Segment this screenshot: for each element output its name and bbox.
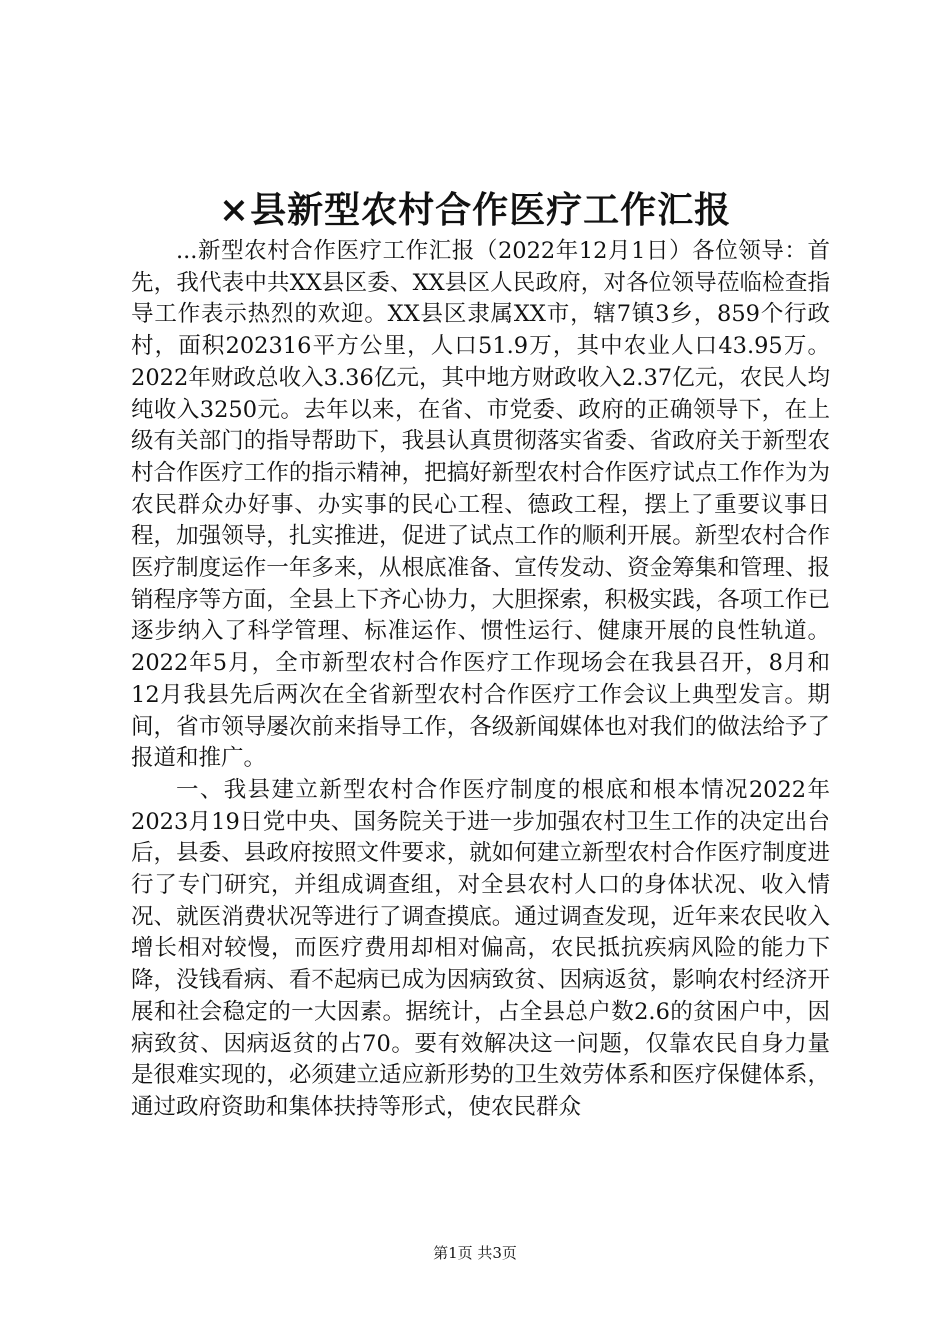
paragraph-intro: ...新型农村合作医疗工作汇报（2022年12月1日）各位领导：首先，我代表中共XX县区委、XX县区人民政府，对各位领导莅临检查指导工作表示热烈的欢迎。XX县区隶属XX市，辖7镇3乡，859个行政村，面积202316平方公里，人口51.9万，其中农业人口43.95万。2022年财政总收入3.36亿元，其中地方财政收入2.37亿元，农民人均纯收入3250元。去年以来，在省、市党委、政府的正确领导下，在上级有关部门的指导帮助下，我县认真贯彻落实省委、省政府关于新型农村合作医疗工作的指示精神，把搞好新型农村合作医疗试点工作作为为农民群众办好事、办实事的民心工程、德政工程，摆上了重要议事日程，加强领导，扎实推进，促进了试点工作的顺利开展。新型农村合作医疗制度运作一年多来，从根底准备、宣传发动、资金筹集和管理、报销程序等方面，全县上下齐心协力，大胆探索，积极实践，各项工作已逐步纳入了科学管理、标准运作、惯性运行、健康开展的良性轨道。2022年5月，全市新型农村合作医疗工作现场会在我县召开，8月和12月我县先后两次在全省新型农村合作医疗工作会议上典型发言。期间，省市领导屡次前来指导工作，各级新闻媒体也对我们的做法给予了报道和推广。	[131, 238, 830, 772]
page-footer: 第1页 共3页	[433, 1244, 517, 1262]
paragraph-section-one: 一、我县建立新型农村合作医疗制度的根底和根本情况2022年2023月19日党中央、国务院关于进一步加强农村卫生工作的决定出台后，县委、县政府按照文件要求，就如何建立新型农村合作医疗制度进行了专门研究，并组成调查组，对全县农村人口的身体状况、收入情况、就医消费状况等进行了调查摸底。通过调查发现，近年来农民收入增长相对较慢，而医疗费用却相对偏高，农民抵抗疾病风险的能力下降，没钱看病、看不起病已成为因病致贫、因病返贫，影响农村经济开展和社会稳定的一大因素。据统计，占全县总户数2.6的贫困户中，因病致贫、因病返贫的占70。要有效解决这一问题，仅靠农民自身力量是很难实现的，必须建立适应新形势的卫生效劳体系和医疗保健体系，通过政府资助和集体扶持等形式，使农民群众	[131, 776, 830, 1120]
document-body	[131, 236, 830, 1124]
document-title: ×县新型农村合作医疗工作汇报	[218, 189, 732, 231]
